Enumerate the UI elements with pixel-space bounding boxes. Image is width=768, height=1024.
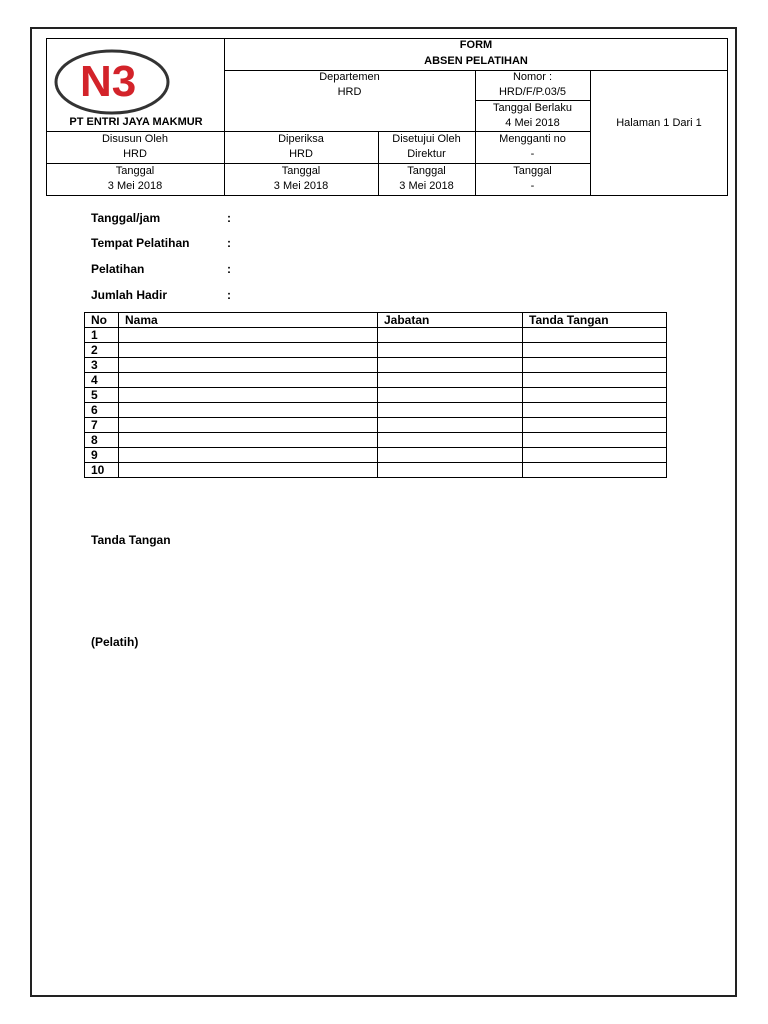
tanggal1-label: Tanggal	[115, 165, 155, 177]
row-no: 4	[85, 373, 119, 388]
tanggal2-label: Tanggal	[281, 165, 321, 177]
row-jabatan[interactable]	[378, 463, 523, 478]
col-no: No	[85, 313, 119, 328]
table-row	[85, 328, 667, 343]
disetujui-label: Disetujui Oleh	[392, 133, 461, 145]
disusun-label: Disusun Oleh	[101, 133, 169, 145]
field-tanggal-jam: Tanggal/jam	[91, 211, 161, 225]
row-nama[interactable]	[119, 328, 378, 343]
row-nama[interactable]	[119, 448, 378, 463]
row-no: 9	[85, 448, 119, 463]
diperiksa-label: Diperiksa	[278, 133, 324, 145]
tanggal4-value: -	[530, 180, 535, 192]
form-title: FORM	[459, 39, 493, 51]
row-no: 7	[85, 418, 119, 433]
row-no: 10	[85, 463, 119, 478]
row-tanda-tangan[interactable]	[523, 373, 667, 388]
company-name: PT ENTRI JAYA MAKMUR	[69, 116, 203, 128]
row-nama[interactable]	[119, 433, 378, 448]
col-tanda-tangan: Tanda Tangan	[523, 313, 667, 328]
row-tanda-tangan[interactable]	[523, 403, 667, 418]
colon: :	[227, 236, 231, 250]
row-tanda-tangan[interactable]	[523, 328, 667, 343]
table-row	[85, 358, 667, 373]
row-jabatan[interactable]	[378, 328, 523, 343]
table-row	[85, 463, 667, 478]
row-jabatan[interactable]	[378, 373, 523, 388]
row-no: 5	[85, 388, 119, 403]
tanggal2-value: 3 Mei 2018	[273, 180, 329, 192]
row-nama[interactable]	[119, 403, 378, 418]
row-nama[interactable]	[119, 358, 378, 373]
tanggal-berlaku-label: Tanggal Berlaku	[493, 102, 572, 114]
row-nama[interactable]	[119, 373, 378, 388]
row-jabatan[interactable]	[378, 433, 523, 448]
disusun-value: HRD	[123, 148, 147, 160]
row-no: 1	[85, 328, 119, 343]
diperiksa-value: HRD	[289, 148, 313, 160]
halaman: Halaman 1 Dari 1	[616, 117, 702, 129]
table-row	[85, 433, 667, 448]
row-jabatan[interactable]	[378, 343, 523, 358]
colon: :	[227, 262, 231, 276]
row-jabatan[interactable]	[378, 358, 523, 373]
colon: :	[227, 211, 231, 225]
row-tanda-tangan[interactable]	[523, 463, 667, 478]
row-tanda-tangan[interactable]	[523, 343, 667, 358]
mengganti-label: Mengganti no	[499, 133, 566, 145]
row-nama[interactable]	[119, 343, 378, 358]
tanggal3-label: Tanggal	[407, 165, 446, 177]
nomor-value: HRD/F/P.03/5	[498, 86, 567, 98]
tanggal1-value: 3 Mei 2018	[107, 180, 163, 192]
row-jabatan[interactable]	[378, 403, 523, 418]
tanggal4-label: Tanggal	[513, 165, 552, 177]
row-no: 8	[85, 433, 119, 448]
table-row	[85, 448, 667, 463]
disetujui-value: Direktur	[407, 148, 446, 160]
tanggal-berlaku-value: 4 Mei 2018	[505, 117, 560, 129]
row-nama[interactable]	[119, 418, 378, 433]
row-tanda-tangan[interactable]	[523, 433, 667, 448]
form-subtitle: ABSEN PELATIHAN	[424, 55, 528, 67]
field-tempat: Tempat Pelatihan	[91, 236, 190, 250]
table-row	[85, 343, 667, 358]
mengganti-value: -	[530, 148, 535, 160]
row-tanda-tangan[interactable]	[523, 388, 667, 403]
col-jabatan: Jabatan	[378, 313, 523, 328]
row-jabatan[interactable]	[378, 418, 523, 433]
row-tanda-tangan[interactable]	[523, 448, 667, 463]
tanggal3-value: 3 Mei 2018	[399, 180, 454, 192]
row-jabatan[interactable]	[378, 448, 523, 463]
row-no: 2	[85, 343, 119, 358]
table-row	[85, 388, 667, 403]
table-row	[85, 373, 667, 388]
row-no: 3	[85, 358, 119, 373]
row-nama[interactable]	[119, 388, 378, 403]
row-tanda-tangan[interactable]	[523, 418, 667, 433]
col-nama: Nama	[119, 313, 378, 328]
table-row	[85, 418, 667, 433]
colon: :	[227, 288, 231, 302]
nomor-label: Nomor :	[512, 71, 553, 83]
company-logo	[52, 46, 172, 116]
table-row	[85, 403, 667, 418]
row-jabatan[interactable]	[378, 388, 523, 403]
department-value: HRD	[337, 86, 362, 98]
logo-text: N3	[80, 57, 137, 106]
field-pelatihan: Pelatihan	[91, 262, 145, 276]
signature-label: Tanda Tangan	[91, 533, 171, 547]
signature-name: (Pelatih)	[91, 635, 139, 649]
row-no: 6	[85, 403, 119, 418]
attendance-table	[84, 312, 667, 478]
field-jumlah-hadir: Jumlah Hadir	[91, 288, 168, 302]
row-tanda-tangan[interactable]	[523, 358, 667, 373]
row-nama[interactable]	[119, 463, 378, 478]
department-label: Departemen	[319, 71, 380, 83]
table-header-row	[85, 313, 667, 328]
